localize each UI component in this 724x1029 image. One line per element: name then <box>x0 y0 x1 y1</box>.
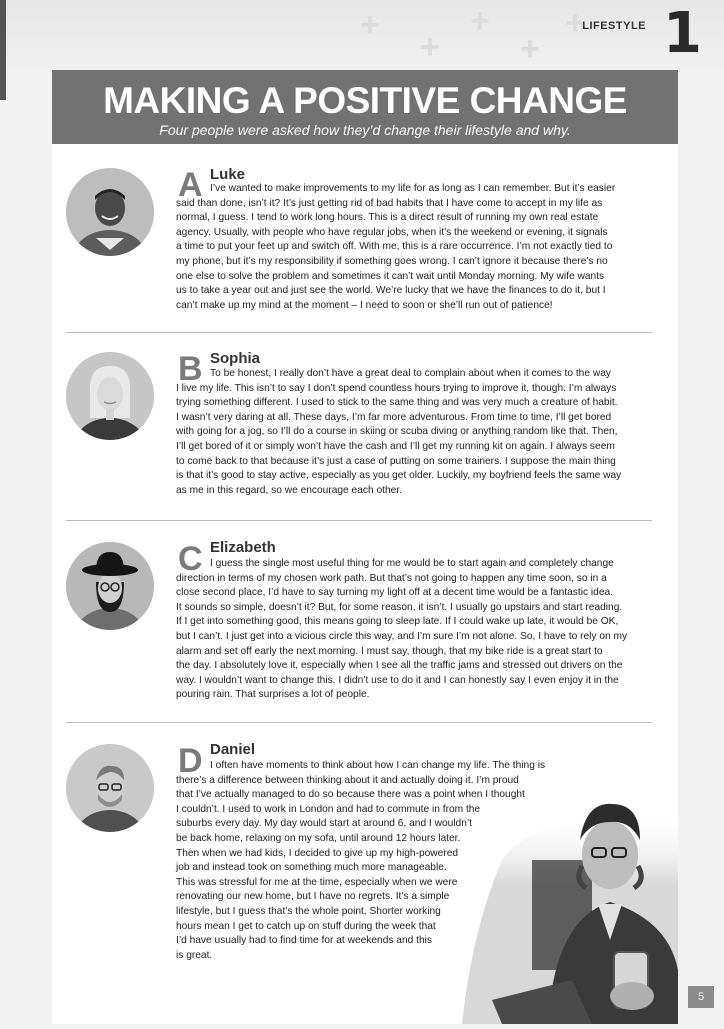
entry-text-line: as me in this regard, so we encourage each other. <box>176 484 402 496</box>
entry-text-line: that I’ve actually managed to do so because there was a point when I thought <box>176 789 525 801</box>
plus-decoration: + <box>470 2 490 40</box>
article-subtitle: Four people were asked how they’d change their lifestyle and why. <box>159 122 571 138</box>
entry-text-line: hours mean I get to catch up on stuff during the week that <box>176 920 436 932</box>
avatar-sophia <box>66 352 154 440</box>
entry-text-line: us to take a year out and just see the world. We’re lucky that we have the finances to do it, but I <box>176 285 606 297</box>
entry-text-line: If I get into something good, this means going to sleep late. If I could wake up late, it would be OK, <box>176 616 619 628</box>
entry-text-line: It sounds so simple, doesn’t it? But, for some reason, it isn’t. I usually go upstairs and start reading. <box>176 601 623 613</box>
entry-text-line: I live my life. This isn’t to say I don’t spend countless hours trying to improve it, though. I’m always <box>176 382 617 394</box>
entry-text-line: agency. Usually, with people who have regular jobs, when it’s the weekend or evening, it signals <box>176 226 608 238</box>
plus-decoration: + <box>565 4 585 42</box>
person-name: Daniel <box>210 741 256 758</box>
article-panel <box>52 70 678 1024</box>
entry-text-line: I’ve wanted to make improvements to my life for as long as I can remember. But it’s easier <box>210 183 616 194</box>
entry-text-line: to come back to that because it’s just a case of putting on some trainers. I suppose the main thing <box>176 455 616 467</box>
entry-text-line: I often have moments to think about how I can change my life. The thing is <box>210 760 546 771</box>
entry-text-line: I’ll get bored of it or simply won’t have the cash and I’ll get my running kit on again. I always seem <box>176 441 615 452</box>
entry-text-line: I couldn’t. I used to work in London and had to commute in from the <box>176 803 481 815</box>
entry-text-line: pouring rain. That surprises a lot of people. <box>176 689 370 701</box>
avatar-luke <box>66 168 154 256</box>
entry-text-line: with going for a jog, so I’ll do a course in skiing or scuba diving or anything random like that. Then, <box>176 426 618 438</box>
entry-text-line: This was stressful for me at the time, especially when we were <box>176 876 458 888</box>
entry-text-line: renovating our new home, but I have no regrets. It’s a simple <box>176 891 450 903</box>
section-label: LIFESTYLE <box>582 20 646 32</box>
plus-decoration: + <box>360 6 380 44</box>
page-number: 5 <box>688 986 714 1008</box>
entry-text-line: alarm and set off early the next morning. I must say, though, that my bike ride is a great start to <box>176 645 603 657</box>
title-bar <box>52 70 678 144</box>
person-name: Luke <box>210 166 246 183</box>
entry-letter: B <box>178 350 203 388</box>
entry-letter: A <box>178 166 203 204</box>
divider <box>66 520 652 521</box>
entry-text-line: job and instead took on something much more manageable. <box>176 862 447 874</box>
entry-text-line: a time to put your feet up and switch off. With me, this is a rare occurrence. I’m not exactly tied to <box>176 241 613 253</box>
entry-text-line: said than done, isn’t it? It’s just getting rid of bad habits that I have come to accept in my life as <box>176 197 603 209</box>
article-title: MAKING A POSITIVE CHANGE <box>103 80 627 121</box>
entry-text-line: lifestyle, but I guess that’s the whole point. Shorter working <box>176 906 441 917</box>
entry-letter: D <box>178 742 203 780</box>
entry-text-line: can’t make up my mind at the moment – I need to soon or she’ll run out of patience! <box>176 299 553 311</box>
avatar-daniel <box>66 744 154 832</box>
divider <box>66 332 652 333</box>
plus-decoration: + <box>520 30 540 68</box>
entry-text-line: way. I wouldn’t want to change this. I didn’t use to do it and I can honestly say I even enjoy it in the <box>176 674 619 686</box>
entry-letter: C <box>178 540 203 578</box>
entry-text-line: I guess the single most useful thing for me would be to start again and completely change <box>210 558 614 569</box>
entry-text-line: I’d have usually had to find time for at weekends and this <box>176 935 432 947</box>
entry-text-line: normal, I guess. I tend to work long hours. This is a direct result of running my own real estate <box>176 212 599 224</box>
entry-text-line: trying something different. I used to stick to the same thing and was very much a creature of habit. <box>176 397 618 409</box>
plus-decoration: + <box>420 28 440 66</box>
entry-text-line: close second place, I’d have to say turning my light off at a decent time would be a fantastic idea. <box>176 587 613 599</box>
entry-text-line: the day. I absolutely love it, especially when I see all the traffic jams and stressed out drivers on the <box>176 660 623 672</box>
avatar-elizabeth <box>66 542 154 630</box>
person-name: Elizabeth <box>210 539 276 556</box>
divider <box>66 722 652 723</box>
unit-number: 1 <box>663 1 702 66</box>
entry-text-line: one else to solve the problem and sometimes it can’t wait until Monday morning. My wife wants <box>176 270 605 282</box>
entry-text-line: is that it’s good to stay active, especially as you get older. Luckily, my boyfriend feels the same way <box>176 470 622 482</box>
entry-text-line: is great. <box>176 949 213 961</box>
entry-text-line: To be honest, I really don’t have a great deal to complain about when it comes to the way <box>210 368 611 379</box>
man-with-phone-photo <box>462 770 678 1024</box>
edge-marker <box>0 0 6 100</box>
entry-text-line: my phone, but it’s my responsibility if something goes wrong. I can’t ignore it because there’s no <box>176 256 608 267</box>
entry-text-line: be back home, relaxing on my sofa, until around 12 hours later. <box>176 833 461 844</box>
header-band <box>0 0 724 72</box>
person-name: Sophia <box>210 350 261 367</box>
entry-text-line: I wasn’t very daring at all. These days, I’m far more adventurous. From time to time, I’ll get bored <box>176 411 612 423</box>
entry-text-line: suburbs every day. My day would start at around 6, and I wouldn’t <box>176 818 472 830</box>
entry-text-line: but I can’t. I just get into a vicious circle this way, and I’m sure I’m not alone. So, I have to rely on my <box>176 631 628 642</box>
entry-text-line: Then when we had kids, I decided to give up my high-powered <box>176 847 459 859</box>
entry-text-line: direction in terms of my chosen work path. But that’s not going to happen any time soon, so in a <box>176 572 607 584</box>
entry-text-line: there’s a difference between thinking about it and actually doing it. I’m proud <box>176 774 519 786</box>
